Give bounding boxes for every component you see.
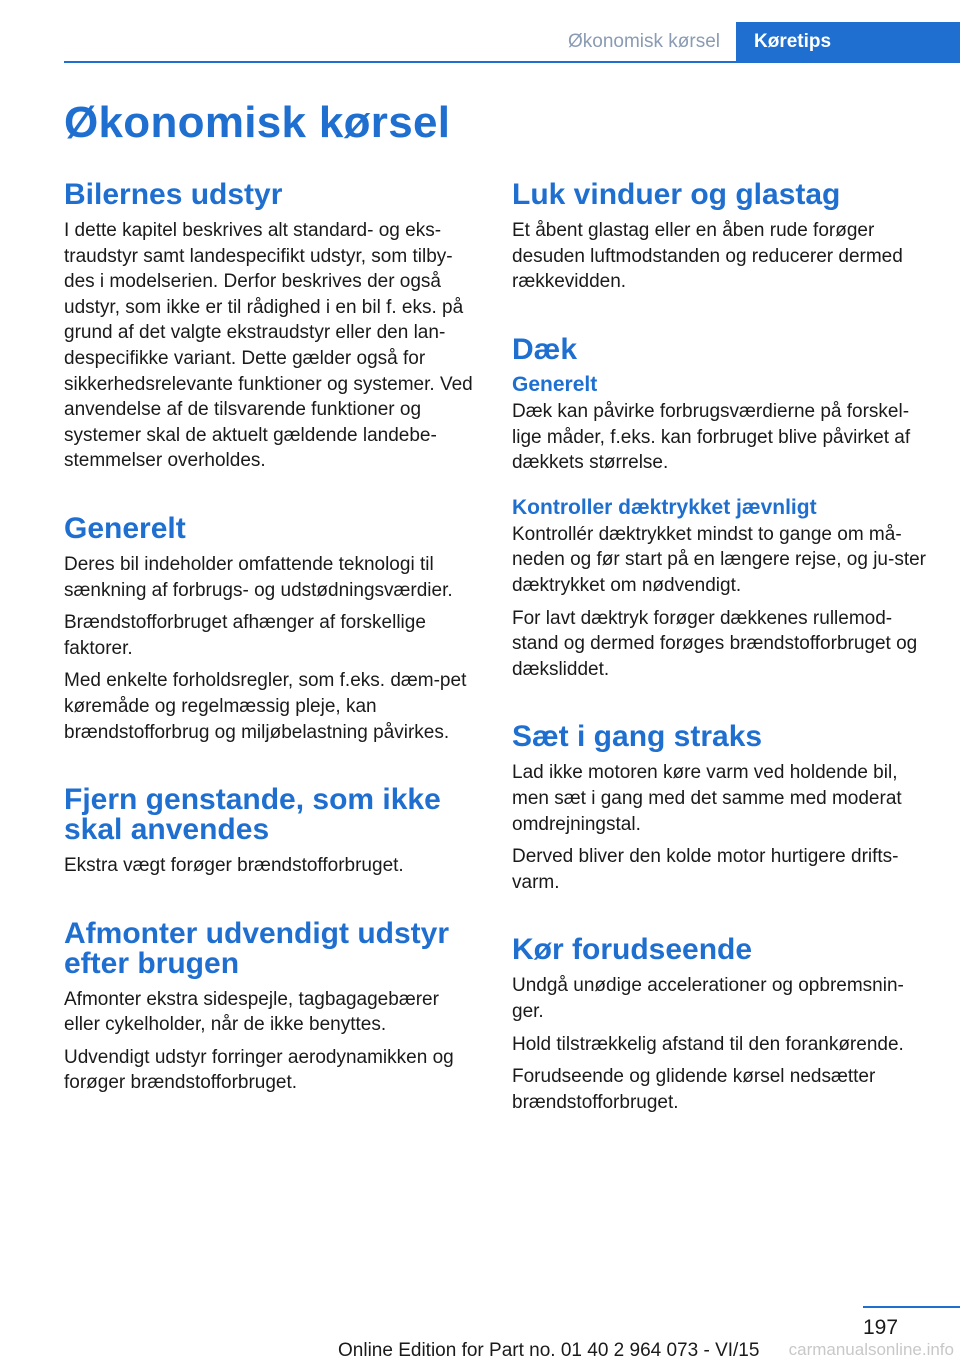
tyre-pressure-paragraph-2: For lavt dæktryk forøger dækkenes rullemod-stand og dermed forøges brændstofforbruget og dæksliddet. bbox=[512, 607, 918, 680]
header-chapter-tab: Køretips bbox=[736, 22, 960, 63]
heading-windows: Luk vinduer og glastag bbox=[512, 178, 841, 211]
remove-items-paragraph: Ekstra vægt forøger brændstofforbruget. bbox=[64, 855, 404, 877]
windows-paragraph: Et åbent glastag eller en åben rude forøger desuden luftmodstanden og reducerer dermed rækkevidden. bbox=[512, 220, 903, 293]
general-paragraph-3: Med enkelte forholdsregler, som f.eks. dæm-pet køremåde og regelmæssig pleje, kan brændstofforbrug og miljøbelastning påvirkes. bbox=[64, 670, 467, 743]
heading-equipment: Bilernes udstyr bbox=[64, 178, 283, 211]
page-number: 197 bbox=[863, 1316, 899, 1339]
heading-tyres: Dæk bbox=[512, 332, 578, 366]
edition-footer: Online Edition for Part no. 01 40 2 964 073 - VI/15 bbox=[338, 1340, 760, 1361]
page-number-rule bbox=[863, 1306, 960, 1308]
exterior-paragraph-2: Udvendigt udstyr forringer aerodynamikken og forøger brændstofforbruget. bbox=[64, 1046, 454, 1094]
anticipate-paragraph-2: Hold tilstrækkelig afstand til den forankørende. bbox=[512, 1033, 904, 1055]
subheading-tyre-pressure: Kontroller dæktrykket jævnligt bbox=[512, 495, 817, 519]
general-paragraph-2: Brændstofforbruget afhænger af forskellige faktorer. bbox=[64, 612, 426, 659]
tyre-pressure-paragraph-1: Kontrollér dæktrykket mindst to gange om må-neden og før start på en længere rejse, og ju-ster dæktrykket om nødvendigt. bbox=[512, 523, 927, 597]
right-column bbox=[512, 180, 927, 1122]
equipment-paragraph: I dette kapitel beskrives alt standard- og eks-traudstyr samt landespecifikt udstyr, som tilby-des i modelserien. Derfor beskrives der også udstyr, som ikke er til rådighed i en bil f. eks. på grund af det valgte ekstraudstyr eller den lan-despecifikke variant. Dette gælder også for sikkerhedsrelevante funktioner og systemer. Ved anvendelse af de tilsvarende funktioner og systemer skal de aktuelt gældende landebe-stemmelser overholdes. bbox=[64, 220, 473, 472]
anticipate-paragraph-3: Forudseende og glidende kørsel nedsætter brændstofforbruget. bbox=[512, 1066, 876, 1113]
left-column bbox=[64, 180, 479, 1103]
tyres-general-paragraph: Dæk kan påvirke forbrugsværdierne på forskel-lige måder, f.eks. kan forbruget blive påvirket af dækkets størrelse. bbox=[512, 400, 911, 474]
heading-anticipate: Kør forudseende bbox=[512, 933, 753, 967]
heading-general: Generelt bbox=[64, 511, 186, 545]
exterior-paragraph-1: Afmonter ekstra sidespejle, tagbagagebærer eller cykelholder, når de ikke benyttes. bbox=[64, 988, 439, 1036]
start-off-paragraph-1: Lad ikke motoren køre varm ved holdende bil, men sæt i gang med det samme med moderat omdrejningstal. bbox=[512, 762, 902, 835]
general-paragraph-1: Deres bil indeholder omfattende teknologi til sænkning af forbrugs- og udstødningsværdier. bbox=[64, 553, 453, 601]
page-title: Økonomisk kørsel bbox=[64, 98, 451, 147]
watermark: carmanualsonline.info bbox=[788, 1340, 954, 1359]
subheading-tyres-general: Generelt bbox=[512, 372, 598, 396]
heading-exterior-equipment: Afmonter udvendigt udstyr efter brugen bbox=[64, 916, 450, 980]
start-off-paragraph-2: Derved bliver den kolde motor hurtigere drifts-varm. bbox=[512, 846, 899, 893]
anticipate-paragraph-1: Undgå unødige accelerationer og opbremsnin-ger. bbox=[512, 975, 904, 1022]
heading-remove-items: Fjern genstande, som ikke skal anvendes bbox=[64, 783, 441, 847]
header-section-title: Økonomisk kørsel bbox=[567, 31, 720, 52]
heading-start-off: Sæt i gang straks bbox=[512, 720, 763, 754]
